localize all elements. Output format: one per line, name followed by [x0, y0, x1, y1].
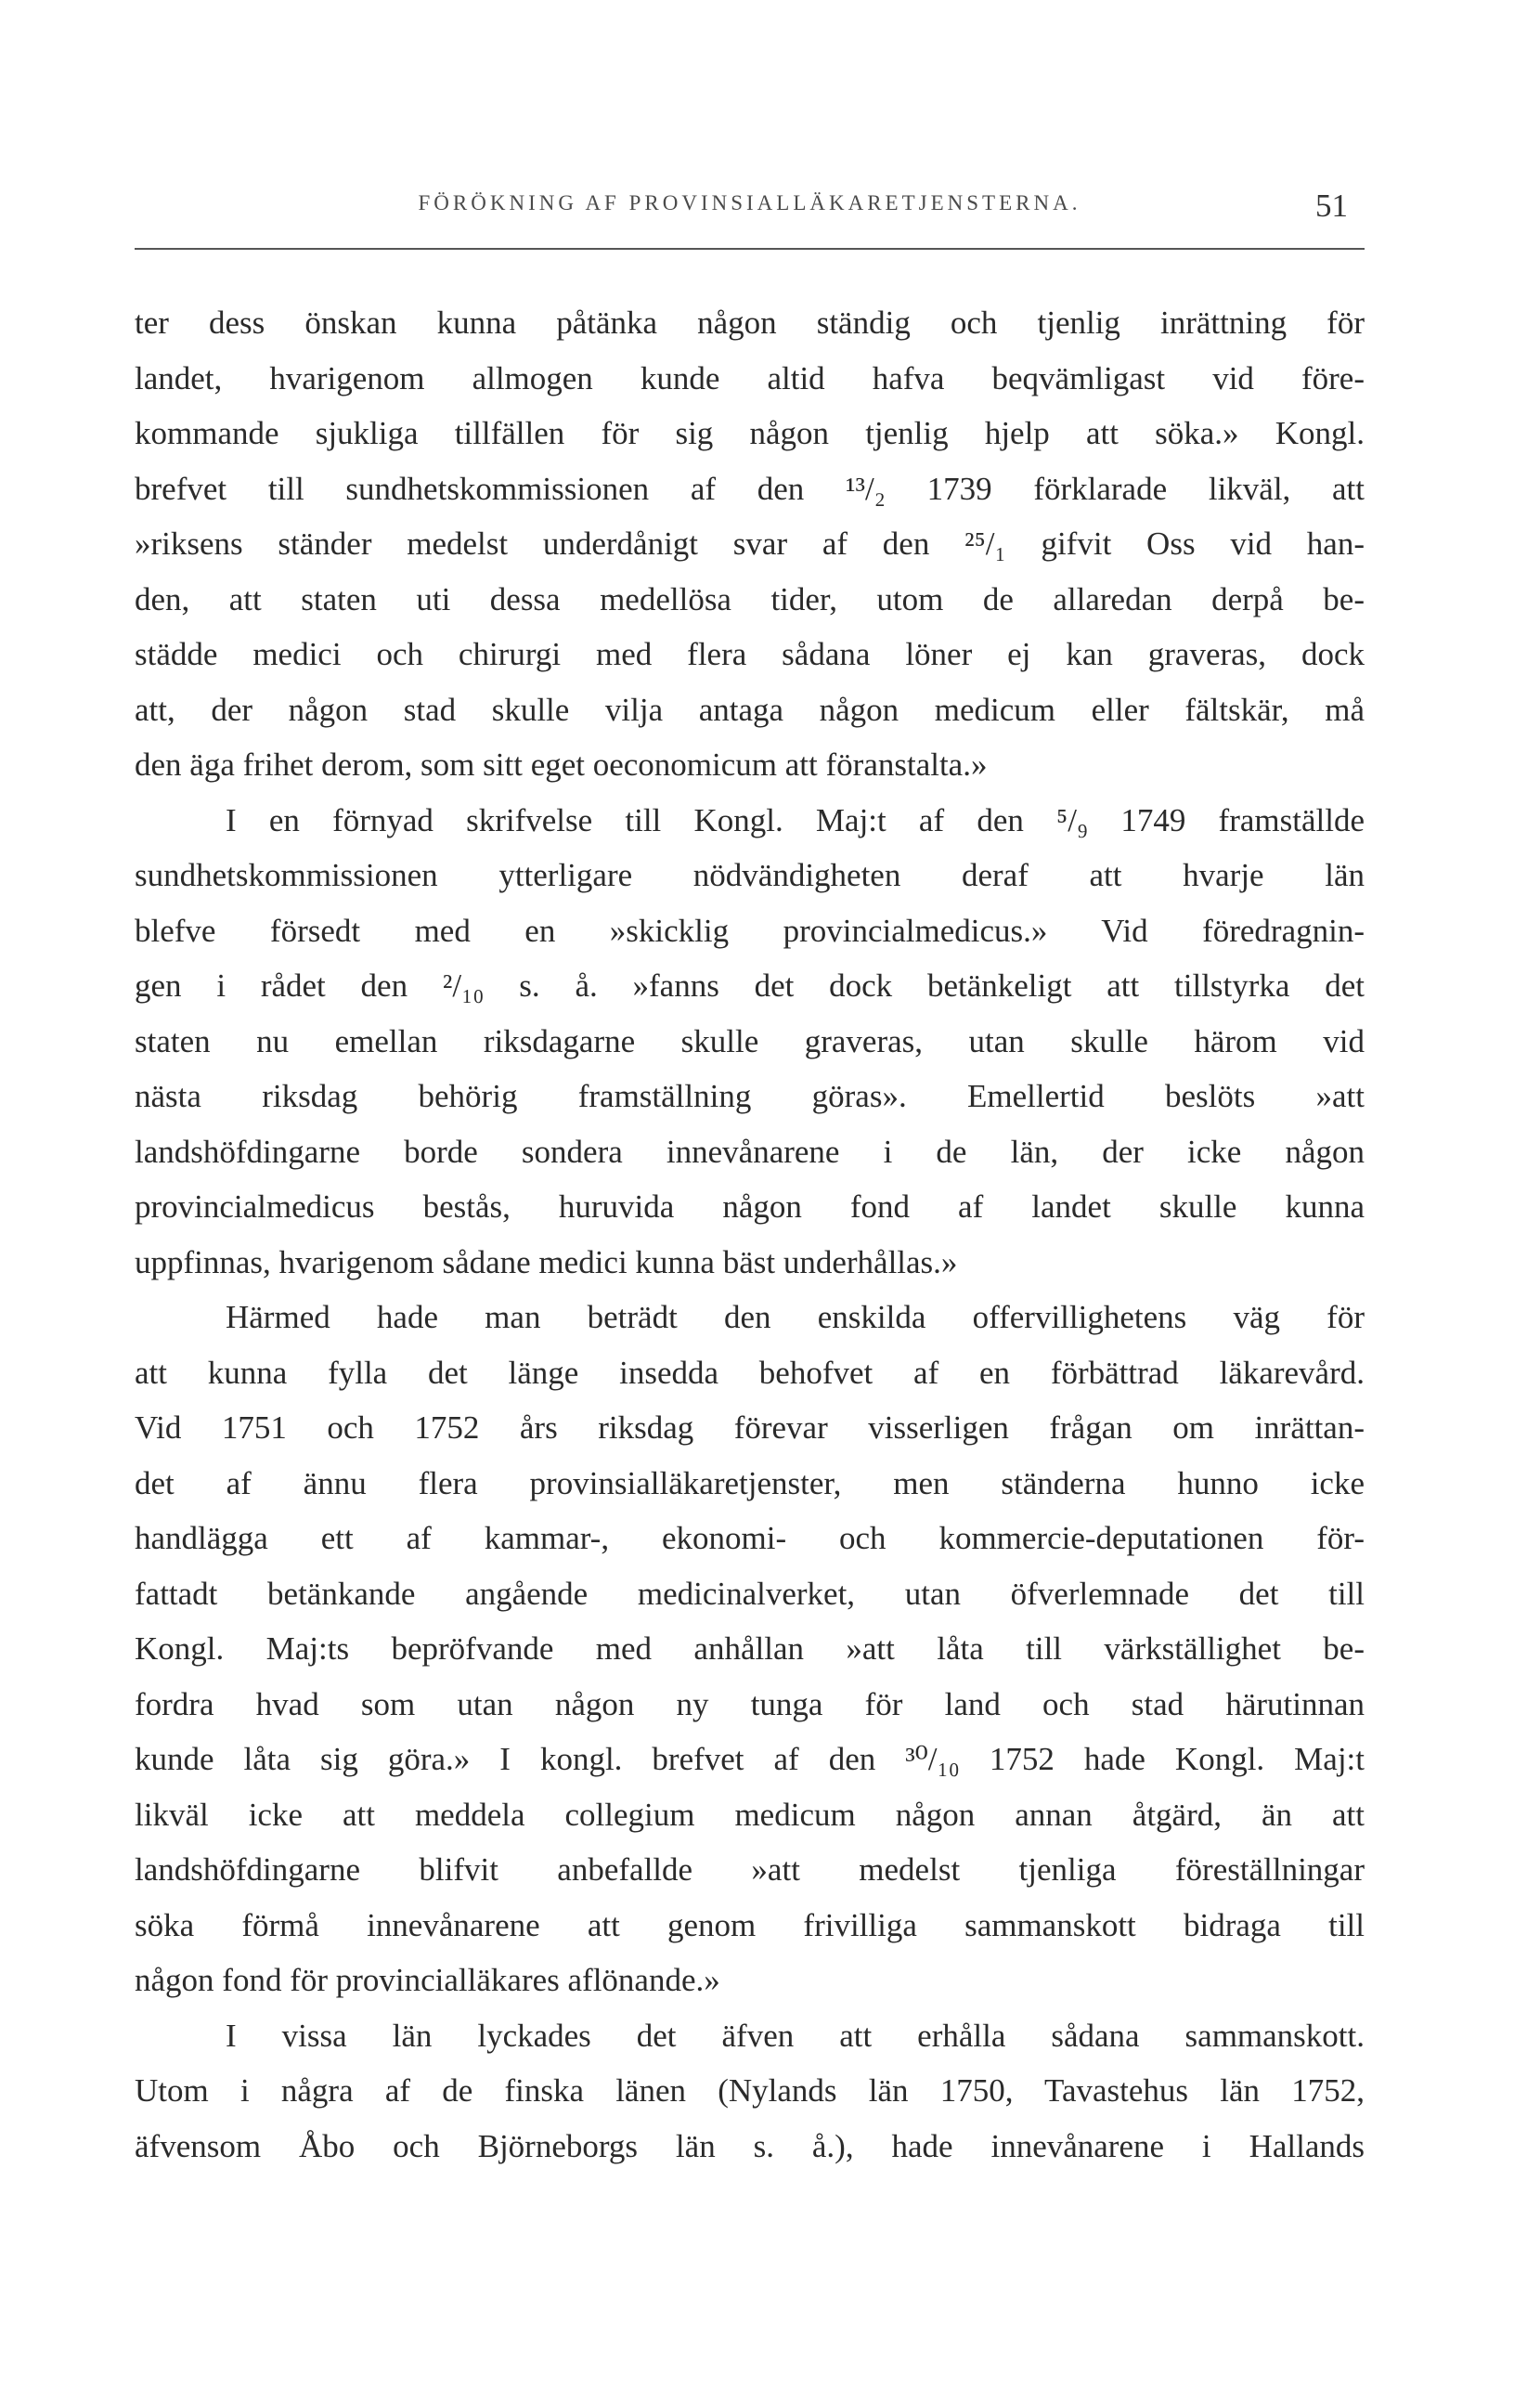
paragraph-first-line: Härmed hade man beträdt den enskilda offervillighetens väg för — [226, 1299, 1365, 1335]
text-line: fattadt betänkande angående medicinalverket, utan öfverlemnade det till — [135, 1575, 1365, 1612]
text-line: landshöfdingarne borde sondera innevånarene i de län, der icke någon — [135, 1133, 1365, 1170]
text-line: den, att staten uti dessa medellösa tider, utom de allaredan derpå be- — [135, 580, 1365, 617]
text-line: likväl icke att meddela collegium medicum någon annan åtgärd, än att — [135, 1796, 1365, 1833]
text-line: Utom i några af de finska länen (Nylands län 1750, Tavastehus län 1752, — [135, 2072, 1365, 2109]
text-line: staten nu emellan riksdagarne skulle graveras, utan skulle härom vid — [135, 1022, 1365, 1059]
text-line: det af ännu flera provinsialläkaretjenster, men ständerna hunno icke — [135, 1464, 1365, 1501]
text-line: någon fond för provincialläkares aflönande.» — [135, 1962, 720, 1998]
body-text — [135, 295, 1365, 2174]
text-line: blefve försedt med en »skicklig provincialmedicus.» Vid föredragnin- — [135, 912, 1365, 949]
text-line: kommande sjukliga tillfällen för sig någon tjenlig hjelp att söka.» Kongl. — [135, 415, 1365, 451]
page-header — [135, 188, 1365, 234]
text-line: provincialmedicus bestås, huruvida någon fond af landet skulle kunna — [135, 1188, 1365, 1225]
text-line: Kongl. Maj:ts bepröfvande med anhållan »att låta till värkställighet be- — [135, 1630, 1365, 1667]
text-line: nästa riksdag behörig framställning göras». Emellertid beslöts »att — [135, 1078, 1365, 1114]
text-line: kunde låta sig göra.» I kongl. brefvet af den ³⁰/₁₀ 1752 hade Kongl. Maj:t — [135, 1741, 1365, 1777]
paragraph-first-line: I en förnyad skrifvelse till Kongl. Maj:t af den ⁵/₉ 1749 framställde — [226, 801, 1365, 838]
text-line: landshöfdingarne blifvit anbefallde »att medelst tjenliga föreställningar — [135, 1851, 1365, 1888]
text-line: landet, hvarigenom allmogen kunde altid hafva beqvämligast vid före- — [135, 359, 1365, 396]
text-line: »riksens ständer medelst underdånigt svar af den ²⁵/₁ gifvit Oss vid han- — [135, 526, 1365, 562]
text-line: äfvensom Åbo och Björneborgs län s. å.), hade innevånarene i Hallands — [135, 2127, 1365, 2164]
text-line: fordra hvad som utan någon ny tunga för land och stad härutinnan — [135, 1685, 1365, 1722]
text-line: att kunna fylla det länge insedda behofvet af en förbättrad läkarevård. — [135, 1354, 1365, 1391]
text-line: ter dess önskan kunna påtänka någon ständig och tjenlig inrättning för — [135, 305, 1365, 341]
text-line: brefvet till sundhetskommissionen af den ¹³/₂ 1739 förklarade likväl, att — [135, 470, 1365, 507]
page-number: 51 — [1315, 188, 1348, 224]
text-line: gen i rådet den ²/₁₀ s. å. »fanns det dock betänkeligt att tillstyrka det — [135, 967, 1365, 1004]
text-line: sundhetskommissionen ytterligare nödvändigheten deraf att hvarje län — [135, 857, 1365, 893]
paragraph-first-line: I vissa län lyckades det äfven att erhålla sådana sammanskott. — [226, 2017, 1365, 2054]
running-title: FÖRÖKNING AF PROVINSIALLÄKARETJENSTERNA. — [418, 191, 1081, 214]
header-rule — [135, 248, 1365, 250]
text-line: Vid 1751 och 1752 års riksdag förevar visserligen frågan om inrättan- — [135, 1409, 1365, 1446]
text-line: att, der någon stad skulle vilja antaga någon medicum eller fältskär, må — [135, 691, 1365, 728]
text-line: handlägga ett af kammar-, ekonomi- och kommercie-deputationen för- — [135, 1520, 1365, 1556]
text-line: uppfinnas, hvarigenom sådane medici kunna bäst underhållas.» — [135, 1243, 958, 1280]
text-line: den äga frihet derom, som sitt eget oeconomicum att föranstalta.» — [135, 747, 988, 783]
text-line: söka förmå innevånarene att genom frivilliga sammanskott bidraga till — [135, 1906, 1365, 1943]
text-line: städde medici och chirurgi med flera sådana löner ej kan graveras, dock — [135, 636, 1365, 672]
